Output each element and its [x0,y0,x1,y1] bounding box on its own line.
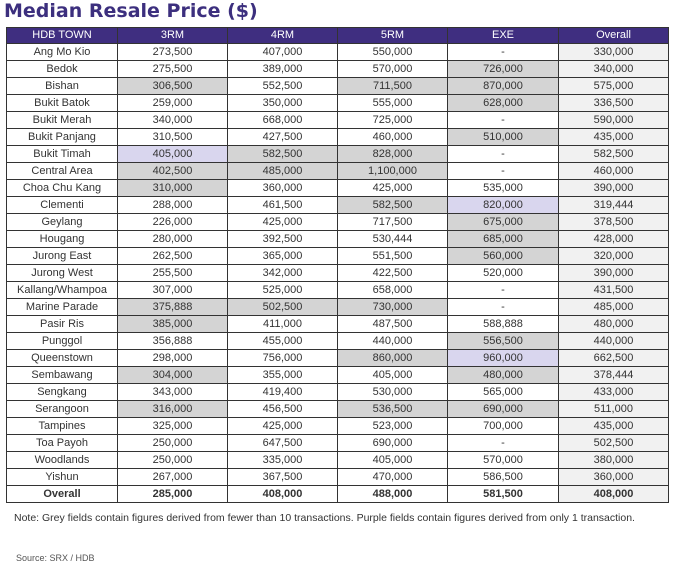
town-name: Clementi [7,197,118,214]
overall-value: 408,000 [559,486,669,503]
table-row [7,44,669,61]
town-name: Bukit Panjang [7,129,118,146]
column-header: 5RM [338,28,448,44]
source-credit: Source: SRX / HDB [16,553,95,563]
price-cell: - [448,299,559,316]
overall-label: Overall [7,486,118,503]
overall-value: 285,000 [118,486,228,503]
price-cell: 530,444 [338,231,448,248]
price-cell: 304,000 [118,367,228,384]
town-name: Bishan [7,78,118,95]
town-name: Sembawang [7,367,118,384]
table-row [7,401,669,418]
price-cell: 570,000 [338,61,448,78]
price-cell: 730,000 [338,299,448,316]
price-cell: 310,500 [118,129,228,146]
price-cell: 405,000 [338,452,448,469]
table-header [7,28,669,44]
table-row [7,129,669,146]
table-row [7,265,669,282]
price-cell: 433,000 [559,384,669,401]
town-name: Kallang/Whampoa [7,282,118,299]
town-name: Queenstown [7,350,118,367]
price-cell: 320,000 [559,248,669,265]
price-cell: 675,000 [448,214,559,231]
price-cell: 460,000 [338,129,448,146]
town-name: Choa Chu Kang [7,180,118,197]
town-name: Bukit Timah [7,146,118,163]
price-cell: 700,000 [448,418,559,435]
price-cell: 306,500 [118,78,228,95]
price-cell: 502,500 [228,299,338,316]
table-row [7,78,669,95]
price-cell: - [448,112,559,129]
price-cell: 658,000 [338,282,448,299]
town-name: Woodlands [7,452,118,469]
price-cell: 425,000 [228,214,338,231]
price-cell: 402,500 [118,163,228,180]
price-cell: 405,000 [338,367,448,384]
price-cell: 820,000 [448,197,559,214]
table-row [7,214,669,231]
price-cell: 582,500 [559,146,669,163]
table-footer [7,486,669,503]
price-cell: 756,000 [228,350,338,367]
price-cell: 390,000 [559,180,669,197]
town-name: Bukit Batok [7,95,118,112]
price-cell: 711,500 [338,78,448,95]
price-cell: 275,500 [118,61,228,78]
price-cell: 380,000 [559,452,669,469]
table-row [7,469,669,486]
price-cell: 375,888 [118,299,228,316]
price-cell: 552,500 [228,78,338,95]
column-header: 3RM [118,28,228,44]
price-cell: 628,000 [448,95,559,112]
price-cell: 480,000 [559,316,669,333]
page-title: Median Resale Price ($) [4,0,258,22]
town-name: Central Area [7,163,118,180]
price-cell: 360,000 [559,469,669,486]
price-cell: 535,000 [448,180,559,197]
price-cell: 960,000 [448,350,559,367]
town-name: Hougang [7,231,118,248]
price-cell: 520,000 [448,265,559,282]
price-cell: 485,000 [228,163,338,180]
price-cell: 262,500 [118,248,228,265]
price-cell: 325,000 [118,418,228,435]
town-name: Yishun [7,469,118,486]
town-name: Jurong West [7,265,118,282]
price-cell: 555,000 [338,95,448,112]
town-name: Pasir Ris [7,316,118,333]
table-row [7,163,669,180]
price-cell: 319,444 [559,197,669,214]
town-name: Bedok [7,61,118,78]
price-cell: 316,000 [118,401,228,418]
overall-value: 408,000 [228,486,338,503]
price-cell: 435,000 [559,129,669,146]
price-cell: 385,000 [118,316,228,333]
table-row [7,350,669,367]
price-cell: 365,000 [228,248,338,265]
price-cell: - [448,146,559,163]
price-cell: 378,500 [559,214,669,231]
price-cell: 226,000 [118,214,228,231]
price-cell: 310,000 [118,180,228,197]
price-cell: 870,000 [448,78,559,95]
column-header: EXE [448,28,559,44]
table-row [7,180,669,197]
town-name: Serangoon [7,401,118,418]
price-cell: 340,000 [559,61,669,78]
price-cell: 440,000 [559,333,669,350]
table-row [7,299,669,316]
column-header: 4RM [228,28,338,44]
price-cell: 690,000 [448,401,559,418]
price-cell: 307,000 [118,282,228,299]
price-cell: 336,500 [559,95,669,112]
price-cell: 422,500 [338,265,448,282]
price-cell: 259,000 [118,95,228,112]
price-cell: 588,888 [448,316,559,333]
price-cell: 570,000 [448,452,559,469]
price-cell: 350,000 [228,95,338,112]
town-name: Toa Payoh [7,435,118,452]
price-cell: 1,100,000 [338,163,448,180]
price-cell: 536,500 [338,401,448,418]
price-cell: 565,000 [448,384,559,401]
price-cell: 460,000 [559,163,669,180]
price-cell: 828,000 [338,146,448,163]
table-row [7,316,669,333]
price-cell: 487,500 [338,316,448,333]
price-cell: 685,000 [448,231,559,248]
price-cell: 582,500 [338,197,448,214]
price-cell: 390,000 [559,265,669,282]
price-cell: 690,000 [338,435,448,452]
price-cell: 530,000 [338,384,448,401]
price-cell: 425,000 [228,418,338,435]
price-cell: 440,000 [338,333,448,350]
price-cell: 435,000 [559,418,669,435]
town-name: Ang Mo Kio [7,44,118,61]
price-cell: 485,000 [559,299,669,316]
table-row [7,418,669,435]
price-cell: 411,000 [228,316,338,333]
table-row [7,61,669,78]
table-row [7,367,669,384]
price-cell: 510,000 [448,129,559,146]
price-cell: 273,500 [118,44,228,61]
price-cell: 556,500 [448,333,559,350]
town-name: Jurong East [7,248,118,265]
price-cell: 717,500 [338,214,448,231]
price-cell: 725,000 [338,112,448,129]
price-cell: 255,500 [118,265,228,282]
price-cell: 511,000 [559,401,669,418]
table-row [7,452,669,469]
price-cell: 280,000 [118,231,228,248]
price-cell: 378,444 [559,367,669,384]
price-cell: 340,000 [118,112,228,129]
price-cell: 456,500 [228,401,338,418]
price-cell: 860,000 [338,350,448,367]
price-cell: 367,500 [228,469,338,486]
price-cell: 550,000 [338,44,448,61]
table-row [7,197,669,214]
table-row [7,112,669,129]
resale-price-table [6,27,669,503]
table-row [7,248,669,265]
price-cell: 647,500 [228,435,338,452]
town-name: Bukit Merah [7,112,118,129]
price-cell: 330,000 [559,44,669,61]
price-cell: 575,000 [559,78,669,95]
price-cell: 267,000 [118,469,228,486]
overall-value: 581,500 [448,486,559,503]
price-cell: 342,000 [228,265,338,282]
price-cell: 250,000 [118,435,228,452]
price-cell: - [448,435,559,452]
price-cell: 355,000 [228,367,338,384]
price-cell: 428,000 [559,231,669,248]
price-cell: - [448,44,559,61]
price-cell: 356,888 [118,333,228,350]
price-cell: 523,000 [338,418,448,435]
price-cell: 461,500 [228,197,338,214]
footnote: Note: Grey fields contain figures derived from fewer than 10 transactions. Purple fields contain figures derived from only 1 transaction. [14,512,635,524]
price-cell: 455,000 [228,333,338,350]
price-cell: 551,500 [338,248,448,265]
price-cell: - [448,282,559,299]
table-row [7,146,669,163]
table-row [7,282,669,299]
column-header: Overall [559,28,669,44]
price-cell: 431,500 [559,282,669,299]
table-row [7,384,669,401]
town-name: Punggol [7,333,118,350]
town-name: Geylang [7,214,118,231]
price-cell: 726,000 [448,61,559,78]
price-cell: 392,500 [228,231,338,248]
price-cell: 470,000 [338,469,448,486]
price-cell: 582,500 [228,146,338,163]
price-cell: 343,000 [118,384,228,401]
price-cell: 502,500 [559,435,669,452]
price-cell: 590,000 [559,112,669,129]
price-cell: 419,400 [228,384,338,401]
price-cell: 250,000 [118,452,228,469]
price-cell: 586,500 [448,469,559,486]
table-row [7,435,669,452]
table-row [7,95,669,112]
price-cell: - [448,163,559,180]
price-cell: 525,000 [228,282,338,299]
price-cell: 407,000 [228,44,338,61]
overall-value: 488,000 [338,486,448,503]
town-name: Tampines [7,418,118,435]
price-cell: 298,000 [118,350,228,367]
price-cell: 389,000 [228,61,338,78]
price-cell: 427,500 [228,129,338,146]
table-row [7,333,669,350]
price-cell: 560,000 [448,248,559,265]
table-body [7,44,669,486]
column-header: HDB TOWN [7,28,118,44]
price-cell: 662,500 [559,350,669,367]
price-cell: 425,000 [338,180,448,197]
table-row [7,231,669,248]
town-name: Marine Parade [7,299,118,316]
price-cell: 360,000 [228,180,338,197]
price-cell: 480,000 [448,367,559,384]
town-name: Sengkang [7,384,118,401]
price-cell: 405,000 [118,146,228,163]
price-cell: 288,000 [118,197,228,214]
overall-row [7,486,669,503]
price-cell: 335,000 [228,452,338,469]
price-cell: 668,000 [228,112,338,129]
